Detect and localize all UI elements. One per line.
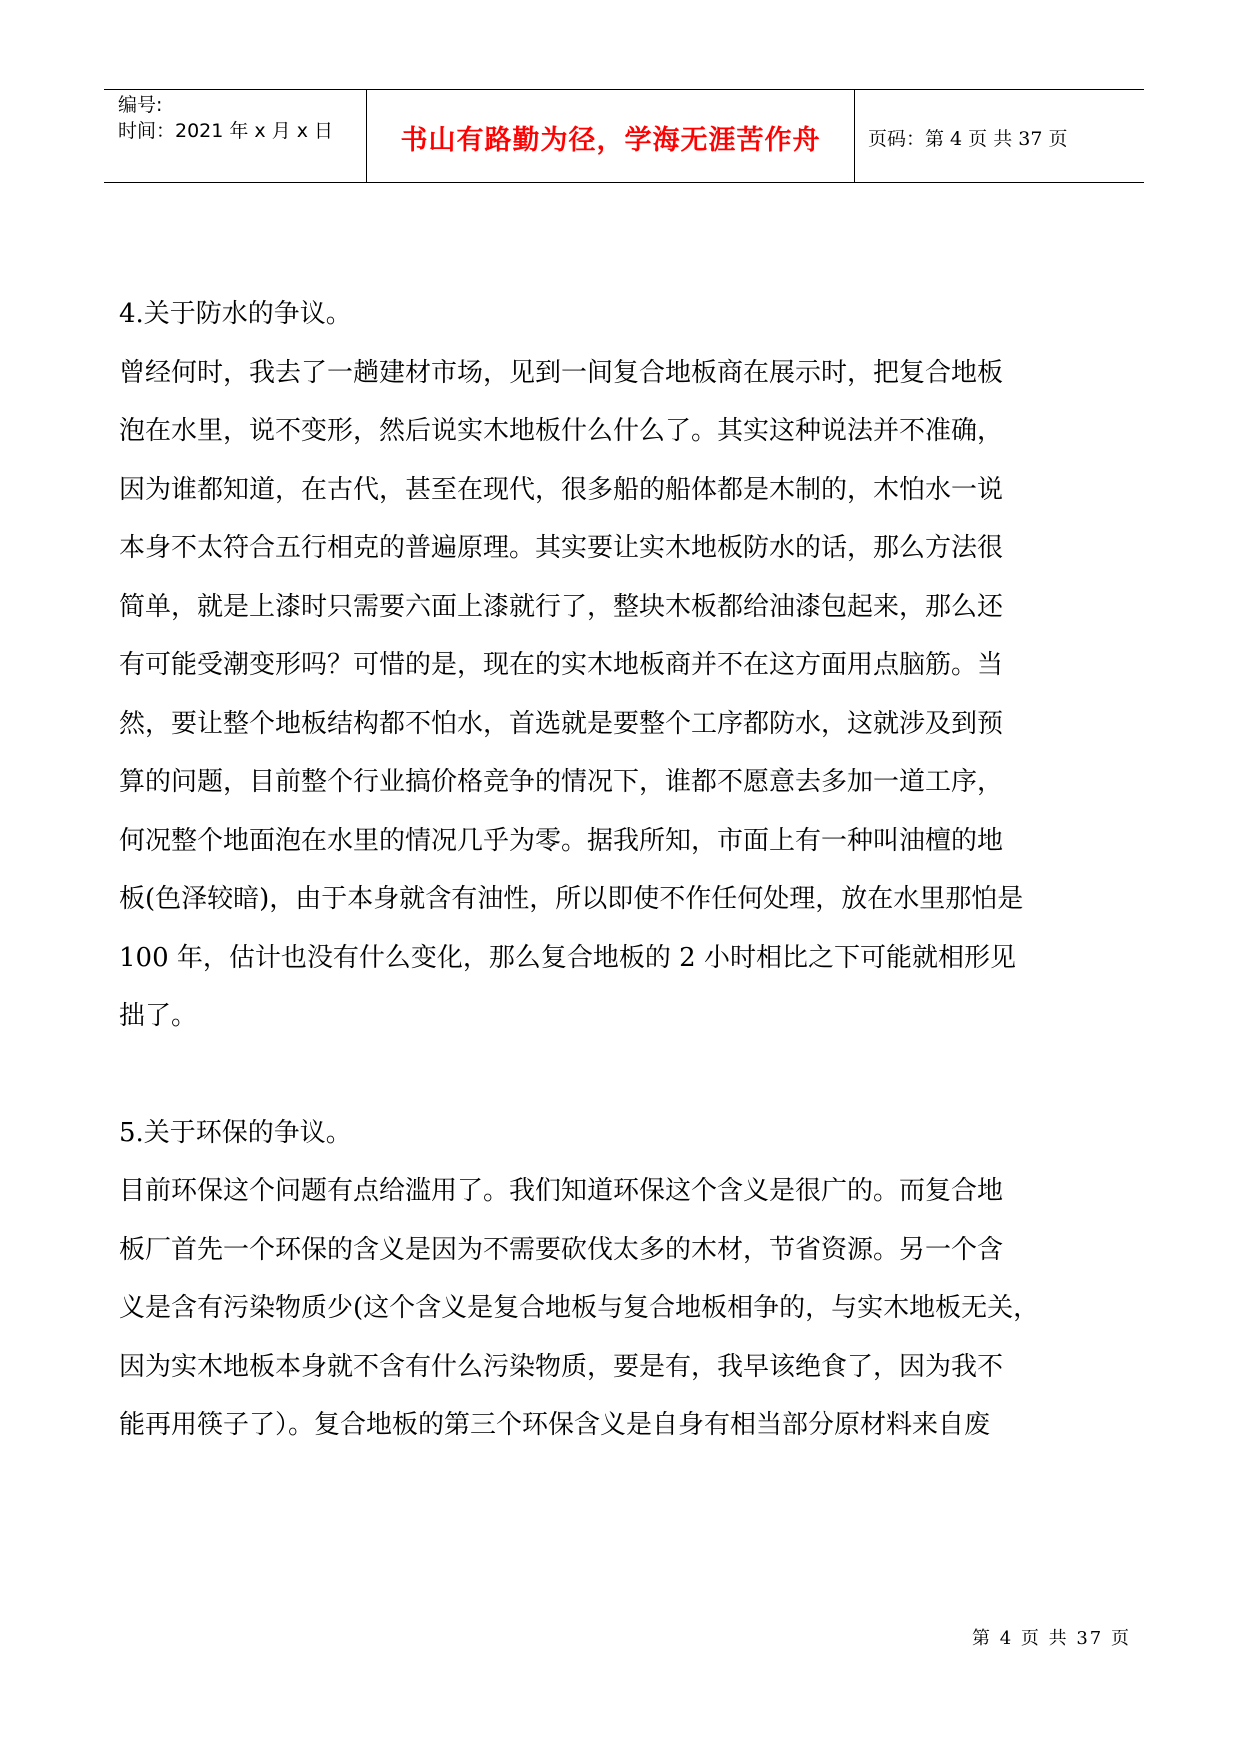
header-page-label: 页码：第 4 页 共 37 页 <box>868 128 1068 150</box>
paragraph-line: 能再用筷子了）。复合地板的第三个环保含义是自身有相当部分原材料来自废 <box>119 1410 991 1440</box>
document-body <box>119 285 1119 1455</box>
paragraph-line: 义是含有污染物质少(这个含义是复合地板与复合地板相争的，与实木地板无关， <box>119 1293 1040 1323</box>
paragraph-line: 然，要让整个地板结构都不怕水，首选就是要整个工序都防水，这就涉及到预 <box>119 708 1004 739</box>
paragraph-line: 简单，就是上漆时只需要六面上漆就行了，整块木板都给油漆包起来，那么还 <box>119 591 1004 622</box>
paragraph-line: 拙了。 <box>119 1001 198 1031</box>
paragraph-line: 曾经何时，我去了一趟建材市场，见到一间复合地板商在展示时，把复合地板 <box>119 357 1004 388</box>
paragraph-environment <box>119 1162 1119 1455</box>
paragraph-waterproof <box>119 344 1119 1046</box>
code-label: 编号: <box>118 94 163 116</box>
section-heading-waterproof: 4.关于防水的争议。 <box>119 299 352 329</box>
header-meta <box>118 90 333 144</box>
paragraph-line: 因为实木地板本身就不含有什么污染物质，要是有，我早该绝食了，因为我不 <box>119 1351 1004 1382</box>
time-label: 时间：2021 年 x 月 x 日 <box>118 120 334 142</box>
paragraph-line: 板(色泽较暗)，由于本身就含有油性，所以即使不作任何处理，放在水里那怕是 <box>119 884 1024 914</box>
page-footer: 第 4 页 共 37 页 <box>972 1628 1131 1649</box>
paragraph-line: 泡在水里，说不变形，然后说实木地板什么什么了。其实这种说法并不准确， <box>119 416 1004 446</box>
page-header <box>104 89 1144 183</box>
header-divider-right <box>854 90 855 182</box>
paragraph-line: 因为谁都知道，在古代，甚至在现代，很多船的船体都是木制的，木怕水一说 <box>119 474 1004 505</box>
paragraph-line: 本身不太符合五行相克的普遍原理。其实要让实木地板防水的话，那么方法很 <box>119 533 1004 563</box>
section-heading-environment: 5.关于环保的争议。 <box>119 1117 352 1148</box>
paragraph-line: 板厂首先一个环保的含义是因为不需要砍伐太多的木材，节省资源。另一个含 <box>119 1234 1004 1265</box>
paragraph-line: 100 年，估计也没有什么变化，那么复合地板的 2 小时相比之下可能就相形见 <box>119 942 1016 973</box>
paragraph-line: 有可能受潮变形吗？可惜的是，现在的实木地板商并不在这方面用点脑筋。当 <box>119 650 1004 680</box>
section-spacer <box>119 1046 1119 1104</box>
header-motto: 书山有路勤为径，学海无涯苦作舟 <box>400 125 821 156</box>
paragraph-line: 算的问题，目前整个行业搞价格竞争的情况下，谁都不愿意去多加一道工序， <box>119 767 1004 797</box>
paragraph-line: 何况整个地面泡在水里的情况几乎为零。据我所知，市面上有一种叫油檀的地 <box>119 825 1004 856</box>
paragraph-line: 目前环保这个问题有点给滥用了。我们知道环保这个含义是很广的。而复合地 <box>119 1176 1004 1206</box>
